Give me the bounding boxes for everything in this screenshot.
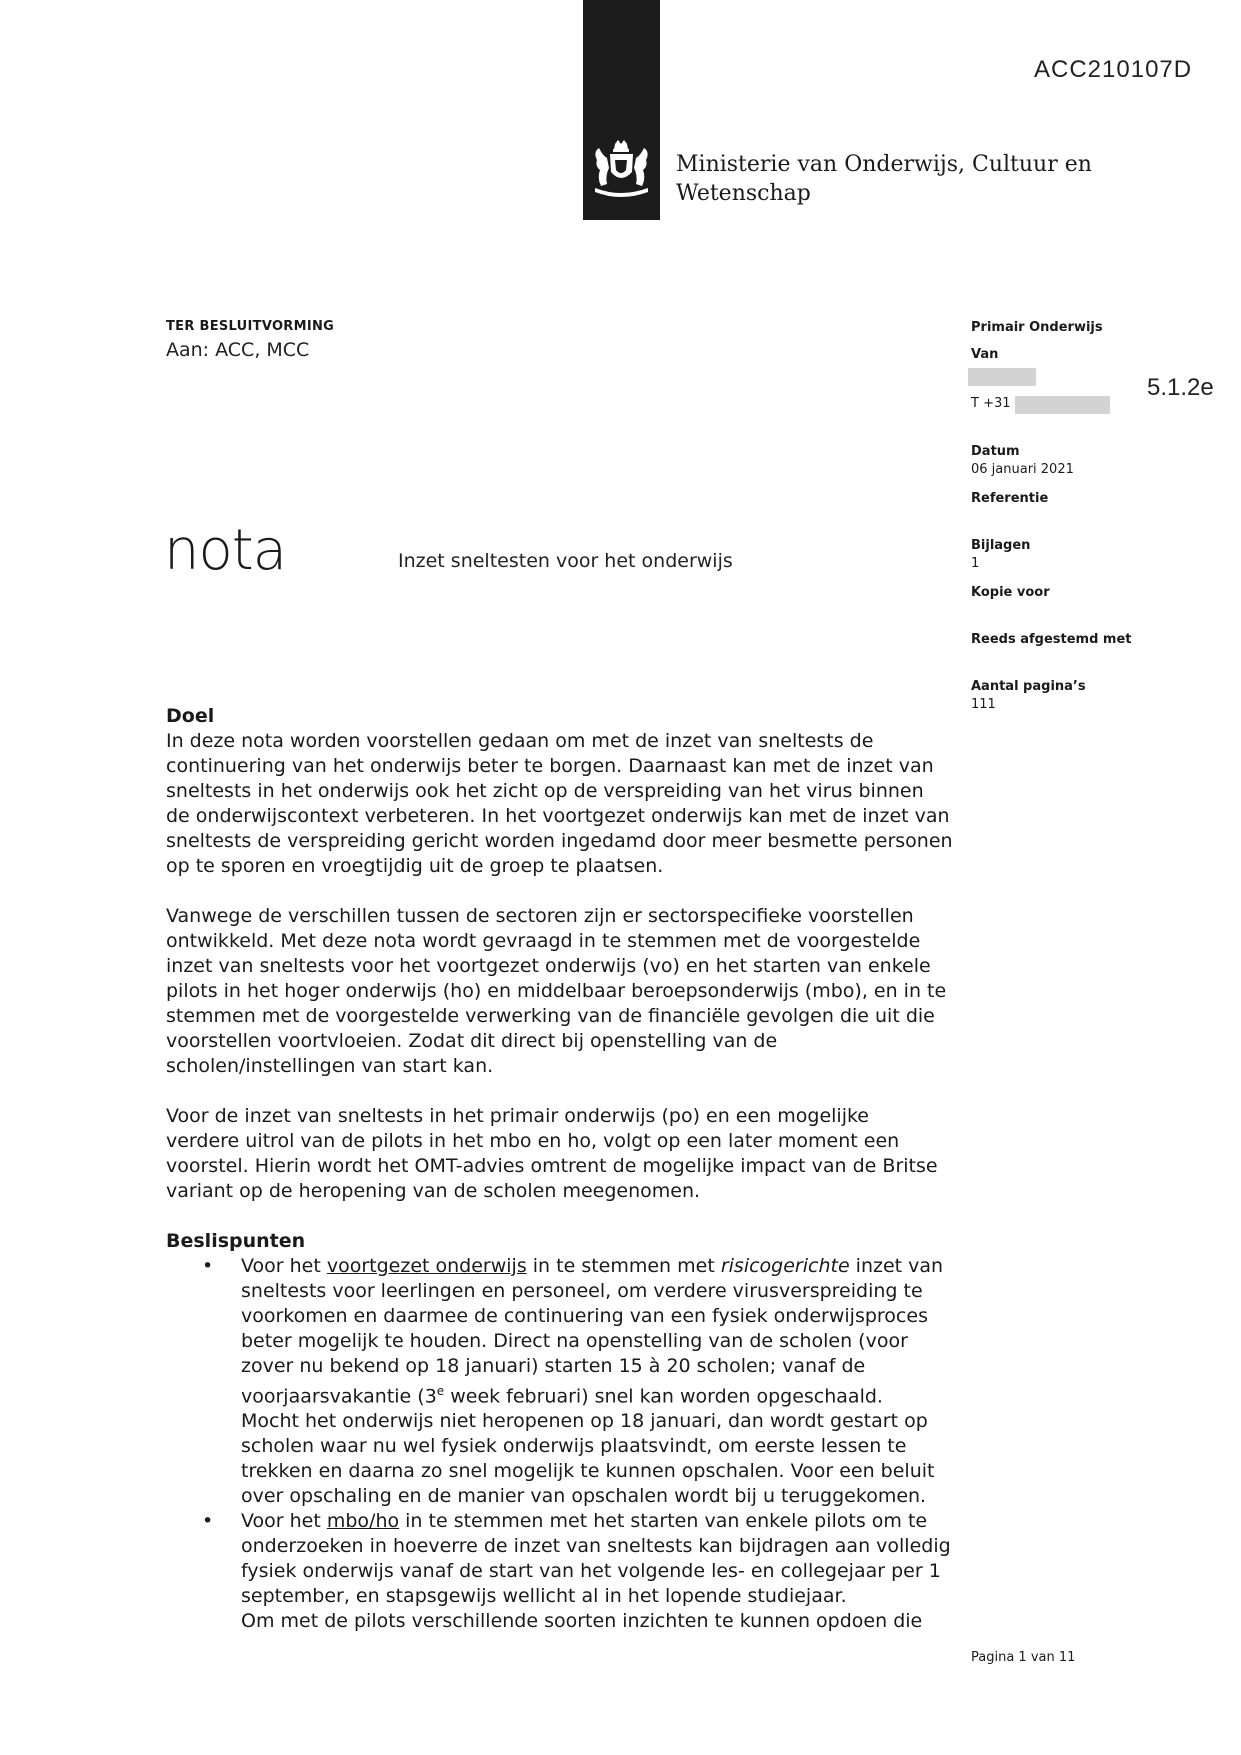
text-line: pilots in het hoger onderwijs (ho) en middelbaar beroepsonderwijs (mbo), en in te [166, 980, 947, 1002]
page-number: Pagina 1 van 11 [971, 1650, 1076, 1665]
text-line: sneltests de verspreiding gericht worden ingedamd door meer besmette personen [166, 830, 953, 852]
superscript: e [436, 1384, 445, 1398]
beslispunten-heading: Beslispunten [166, 1230, 306, 1252]
italic-term: risicogerichte [720, 1255, 850, 1277]
text-fragment: Voor het [241, 1510, 327, 1533]
list-item [166, 1509, 966, 1634]
decision-label: TER BESLUITVORMING [166, 319, 335, 334]
text-line: sneltests voor leerlingen en personeel, om verdere virusverspreiding te [241, 1280, 923, 1302]
text-line: voorstel. Hierin wordt het OMT-advies omtrent de mogelijke impact van de Britse [166, 1155, 938, 1177]
text-fragment: inzet van [849, 1255, 944, 1277]
list-item [166, 1254, 966, 1509]
text-line: In deze nota worden voorstellen gedaan om met de inzet van sneltests de [166, 730, 874, 752]
kopie-label: Kopie voor [971, 585, 1050, 600]
text-line: beter mogelijk te houden. Direct na openstelling van de scholen (voor [241, 1330, 908, 1352]
text-line: onderzoeken in hoeverre de inzet van sneltests kan bijdragen aan volledig [241, 1535, 951, 1558]
datum-value: 06 januari 2021 [971, 462, 1074, 477]
text-line: zover nu bekend op 18 januari) starten 15 à 20 scholen; vanaf de [241, 1355, 866, 1377]
underlined-term: voortgezet onderwijs [326, 1255, 527, 1277]
ministry-name [676, 150, 1092, 208]
doel-paragraph [166, 729, 966, 879]
text-line: voorkomen en daarmee de continuering van een fysiek onderwijsproces [241, 1305, 928, 1327]
phone-prefix: T +31 [971, 396, 1011, 411]
paragraph-sectors [166, 904, 966, 1079]
underlined-term: mbo/ho [326, 1510, 400, 1533]
body [166, 704, 966, 1634]
text-line: Om met de pilots verschillende soorten inzichten te kunnen opdoen die [241, 1610, 923, 1633]
text-line: Voor de inzet van sneltests in het primair onderwijs (po) en een mogelijke [166, 1105, 869, 1127]
text-fragment: voorjaarsvakantie (3 [241, 1385, 437, 1408]
text-line: september, en stapsgewijs wellicht al in het lopende studiejaar. [241, 1585, 847, 1608]
ministry-line-1: Ministerie van Onderwijs, Cultuur en [676, 152, 1092, 177]
redacted-phone [1015, 396, 1110, 414]
text-line: scholen/instellingen van start kan. [166, 1055, 494, 1077]
doel-heading: Doel [166, 705, 215, 727]
text-fragment: week februari) snel kan worden opgeschaald. [444, 1385, 883, 1408]
text-line: variant op de heropening van de scholen meegenomen. [166, 1180, 701, 1202]
redacted-name [968, 368, 1036, 386]
text-line: fysiek onderwijs vanaf de start van het volgende les- en collegejaar per 1 [241, 1560, 941, 1583]
paragraph-po [166, 1104, 966, 1204]
document-type: nota [164, 518, 287, 583]
text-line: voorstellen voortvloeien. Zodat dit direct bij openstelling van de [166, 1030, 778, 1052]
text-line: continuering van het onderwijs beter te borgen. Daarnaast kan met de inzet van [166, 755, 934, 777]
text-line: scholen waar nu wel fysiek onderwijs plaatsvindt, om eerste lessen te [241, 1435, 907, 1458]
paginas-value: 111 [971, 697, 996, 712]
department: Primair Onderwijs [971, 320, 1103, 335]
text-line: Vanwege de verschillen tussen de sectoren zijn er sectorspecifieke voorstellen [166, 905, 914, 927]
bijlagen-label: Bijlagen [971, 538, 1031, 553]
beslispunten-list [166, 1254, 966, 1634]
crest-icon [587, 138, 656, 204]
van-label: Van [971, 347, 999, 362]
document-id: ACC210107D [1034, 56, 1193, 83]
text-line [241, 1379, 966, 1409]
text-line: over opschaling en de manier van opschalen wordt bij u teruggekomen. [241, 1485, 927, 1508]
bijlagen-value: 1 [971, 556, 980, 571]
ministry-line-2: Wetenschap [676, 181, 811, 206]
paginas-label: Aantal pagina’s [971, 679, 1086, 694]
text-line: stemmen met de voorgestelde verwerking van de financiële gevolgen die uit die [166, 1005, 935, 1027]
datum-label: Datum [971, 444, 1020, 459]
bullet-icon: • [202, 1510, 214, 1533]
text-line [241, 1509, 966, 1534]
text-line [241, 1254, 966, 1279]
referentie-label: Referentie [971, 491, 1049, 506]
text-fragment: Voor het [241, 1255, 327, 1277]
text-line: inzet van sneltests voor het voortgezet onderwijs (vo) en het starten van enkele [166, 955, 931, 977]
text-line: Mocht het onderwijs niet heropenen op 18 januari, dan wordt gestart op [241, 1410, 928, 1433]
text-line: sneltests in het onderwijs ook het zicht op de verspreiding van het virus binnen [166, 780, 924, 802]
text-line: trekken en daarna zo snel mogelijk te kunnen opschalen. Voor een beluit [241, 1460, 935, 1483]
redaction-code: 5.1.2e [1147, 374, 1214, 401]
text-fragment: in te stemmen met het starten van enkele pilots om te [399, 1510, 928, 1533]
text-fragment: in te stemmen met [526, 1255, 721, 1277]
logo-bar [583, 0, 660, 220]
text-line: de onderwijscontext verbeteren. In het voortgezet onderwijs kan met de inzet van [166, 805, 950, 827]
recipients: Aan: ACC, MCC [166, 339, 310, 361]
text-line: ontwikkeld. Met deze nota wordt gevraagd in te stemmen met de voorgestelde [166, 930, 921, 952]
afgestemd-label: Reeds afgestemd met [971, 632, 1132, 647]
text-line: op te sporen en vroegtijdig uit de groep te plaatsen. [166, 855, 664, 877]
bullet-icon: • [202, 1255, 214, 1277]
subject: Inzet sneltesten voor het onderwijs [398, 550, 733, 572]
text-line: verdere uitrol van de pilots in het mbo en ho, volgt op een later moment een [166, 1130, 900, 1152]
